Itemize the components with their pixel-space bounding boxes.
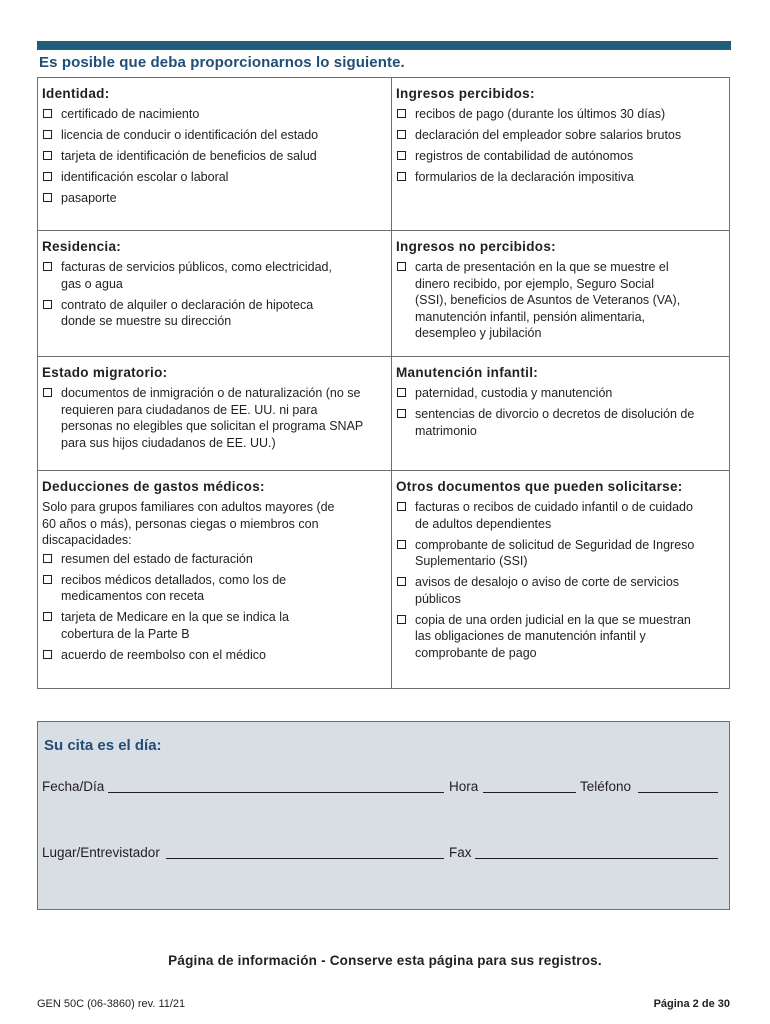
row-identity-earned (38, 78, 729, 231)
item-label: identificación escolar o laboral (61, 170, 229, 184)
hora-field[interactable] (483, 792, 576, 793)
section-ingresos-no-percibidos (392, 231, 729, 356)
checklist-item[interactable] (396, 148, 725, 165)
checklist-item[interactable] (396, 169, 725, 186)
checklist-item[interactable] (396, 612, 701, 662)
checkbox-icon[interactable] (397, 409, 406, 418)
fax-label: Fax (449, 845, 472, 860)
checkbox-icon[interactable] (397, 388, 406, 397)
checklist-item[interactable] (42, 297, 342, 330)
checkbox-icon[interactable] (43, 151, 52, 160)
item-label: certificado de nacimiento (61, 107, 200, 121)
item-label: tarjeta de identificación de beneficios de salud (61, 149, 317, 163)
checklist-item[interactable] (42, 148, 387, 165)
checklist-item[interactable] (42, 572, 322, 605)
form-id: GEN 50C (06-3860) rev. 11/21 (37, 998, 186, 1010)
checklist-item[interactable] (396, 537, 701, 570)
section-deducciones (38, 471, 392, 688)
checklist-item[interactable] (42, 385, 370, 451)
checkbox-icon[interactable] (397, 540, 406, 549)
checkbox-icon[interactable] (43, 612, 52, 621)
checkbox-icon[interactable] (397, 172, 406, 181)
fecha-field[interactable] (108, 792, 444, 793)
item-label: facturas o recibos de cuidado infantil o de cuidado de adultos dependientes (415, 500, 693, 531)
section-estado-migratorio (38, 357, 392, 470)
checkbox-icon[interactable] (397, 577, 406, 586)
section-title-residencia: Residencia: (42, 239, 122, 254)
checklist-item[interactable] (396, 259, 686, 342)
section-title-ingresos-no-percibidos: Ingresos no percibidos: (396, 239, 556, 254)
checklist-item[interactable] (42, 647, 387, 664)
checkbox-icon[interactable] (43, 193, 52, 202)
checklist-item[interactable] (42, 169, 387, 186)
checklist-item[interactable] (396, 499, 701, 532)
appointment-panel (37, 721, 730, 910)
row-residence-unearned (38, 231, 729, 357)
row-medical-other (38, 471, 729, 688)
document-checklist-grid (37, 77, 730, 689)
item-label: comprobante de solicitud de Seguridad de Ingreso Suplementario (SSI) (415, 537, 695, 568)
item-label: carta de presentación en la que se muestre el dinero recibido, por ejemplo, Seguro Social (SSI), beneficios de Asuntos de Veteranos (VA), manutención infantil, pensión alimentaria, desempleo y jubilación (415, 260, 681, 340)
checklist-item[interactable] (42, 551, 387, 568)
fecha-label: Fecha/Día (42, 779, 105, 794)
checklist-item[interactable] (42, 106, 387, 123)
section-title-manutencion-infantil: Manutención infantil: (396, 365, 539, 380)
section-identidad (38, 78, 392, 230)
item-label: tarjeta de Medicare en la que se indica la cobertura de la Parte B (61, 610, 289, 641)
section-residencia (38, 231, 392, 356)
footer-note: Página de información - Conserve esta página para sus registros. (168, 953, 602, 968)
checkbox-icon[interactable] (397, 130, 406, 139)
checklist-item[interactable] (42, 127, 387, 144)
checkbox-icon[interactable] (397, 109, 406, 118)
appointment-title: Su cita es el día: (44, 737, 162, 754)
hora-label: Hora (449, 779, 479, 794)
checkbox-icon[interactable] (43, 388, 52, 397)
item-label: licencia de conducir o identificación del estado (61, 128, 319, 142)
lugar-label: Lugar/Entrevistador (42, 845, 160, 860)
section-manutencion-infantil (392, 357, 729, 470)
checkbox-icon[interactable] (43, 172, 52, 181)
telefono-label: Teléfono (580, 779, 632, 794)
item-label: acuerdo de reembolso con el médico (61, 647, 266, 662)
checklist-item[interactable] (396, 406, 706, 439)
checkbox-icon[interactable] (397, 151, 406, 160)
checklist-item[interactable] (42, 609, 322, 642)
checkbox-icon[interactable] (43, 300, 52, 309)
fax-field[interactable] (475, 858, 718, 859)
item-label: formularios de la declaración impositiva (415, 170, 634, 184)
item-label: documentos de inmigración o de naturalización (no se requieren para ciudadanos de EE. UU. ni para personas no elegibles que solicitan el programa SNAP para sus hijos ciudadanos de EE. UU.) (61, 386, 364, 450)
checkbox-icon[interactable] (397, 502, 406, 511)
section-ingresos-percibidos (392, 78, 729, 230)
section-title-otros: Otros documentos que pueden solicitarse: (396, 479, 683, 494)
item-label: pasaporte (61, 191, 117, 205)
checklist-item[interactable] (42, 190, 387, 207)
section-title-estado-migratorio: Estado migratorio: (42, 365, 168, 380)
top-accent-bar (37, 41, 731, 50)
lugar-field[interactable] (166, 858, 444, 859)
section-title-ingresos-percibidos: Ingresos percibidos: (396, 86, 535, 101)
item-label: registros de contabilidad de autónomos (415, 149, 634, 163)
item-label: sentencias de divorcio o decretos de disolución de matrimonio (415, 407, 695, 438)
checkbox-icon[interactable] (43, 130, 52, 139)
row-immigration-child-support (38, 357, 729, 471)
item-label: contrato de alquiler o declaración de hipoteca donde se muestre su dirección (61, 297, 314, 328)
checkbox-icon[interactable] (43, 650, 52, 659)
telefono-field[interactable] (638, 792, 718, 793)
checkbox-icon[interactable] (397, 615, 406, 624)
checkbox-icon[interactable] (43, 554, 52, 563)
checklist-item[interactable] (396, 106, 725, 123)
item-label: declaración del empleador sobre salarios brutos (415, 128, 682, 142)
checkbox-icon[interactable] (43, 575, 52, 584)
item-label: facturas de servicios públicos, como electricidad, gas o agua (61, 260, 332, 291)
section-title-deducciones: Deducciones de gastos médicos: (42, 479, 265, 494)
item-label: paternidad, custodia y manutención (415, 386, 613, 400)
item-label: copia de una orden judicial en la que se muestran las obligaciones de manutención infantil y comprobante de pago (415, 612, 691, 660)
checkbox-icon[interactable] (43, 262, 52, 271)
checkbox-icon[interactable] (43, 109, 52, 118)
checklist-item[interactable] (396, 127, 725, 144)
page-heading: Es posible que deba proporcionarnos lo siguiente. (39, 54, 405, 71)
checklist-item[interactable] (396, 574, 686, 607)
checklist-item[interactable] (42, 259, 342, 292)
section-otros-documentos (392, 471, 729, 688)
item-label: avisos de desalojo o aviso de corte de servicios públicos (415, 575, 680, 606)
deducciones-intro: Solo para grupos familiares con adultos mayores (de 60 años o más), personas ciegas o miembros con discapacidades: (42, 500, 335, 547)
item-label: resumen del estado de facturación (61, 551, 253, 566)
checkbox-icon[interactable] (397, 262, 406, 271)
item-label: recibos médicos detallados, como los de medicamentos con receta (61, 572, 287, 603)
section-title-identidad: Identidad: (42, 86, 110, 101)
page-number: Página 2 de 30 (653, 998, 730, 1010)
checklist-item[interactable] (396, 385, 725, 402)
item-label: recibos de pago (durante los últimos 30 días) (415, 107, 666, 121)
